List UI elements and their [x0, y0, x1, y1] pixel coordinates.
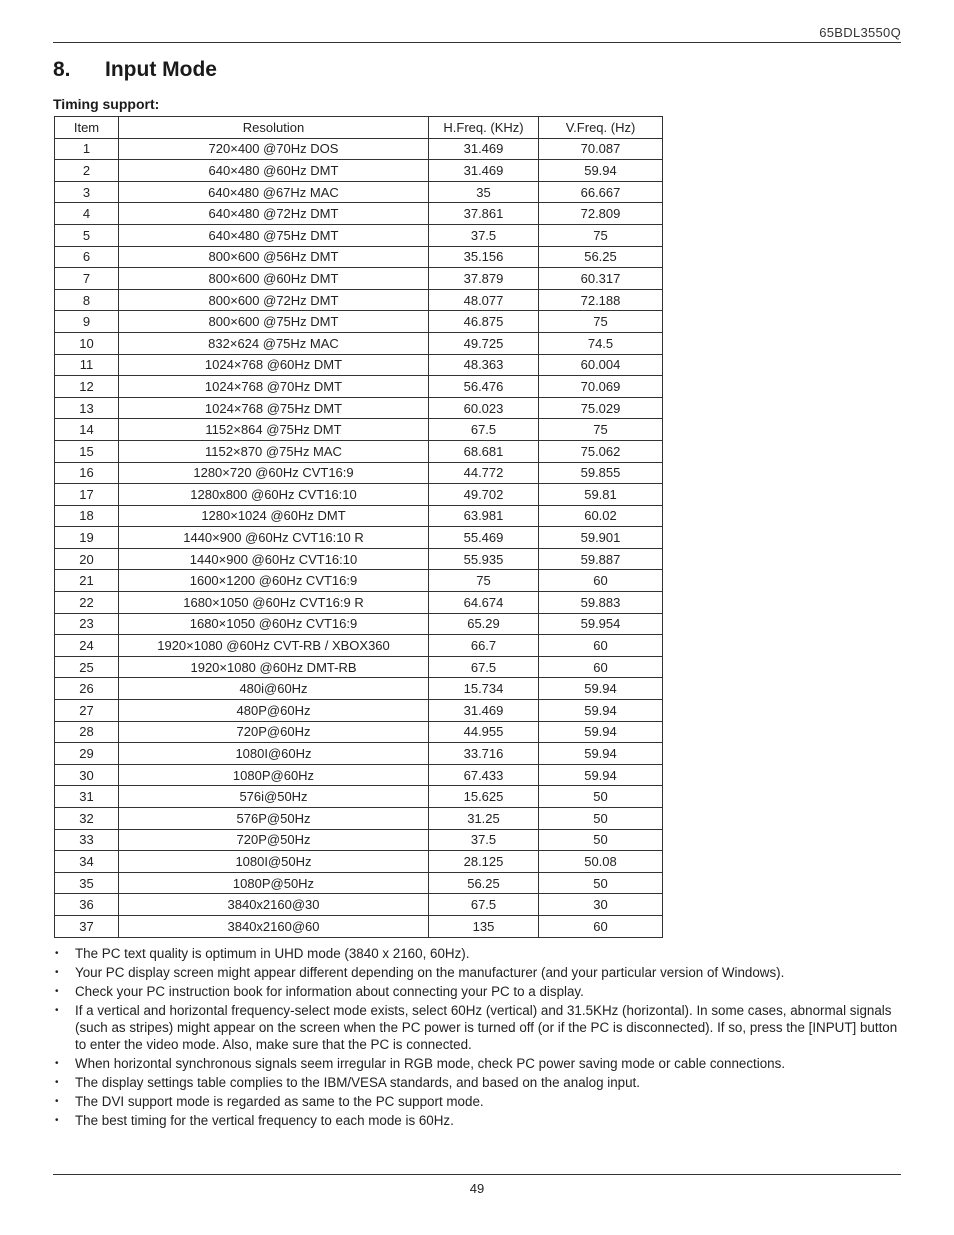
cell-resolution: 1152×864 @75Hz DMT	[119, 419, 429, 441]
cell-item: 6	[55, 246, 119, 268]
table-row	[55, 246, 663, 268]
table-row	[55, 570, 663, 592]
cell-vfreq: 59.94	[539, 743, 663, 765]
cell-resolution: 640×480 @60Hz DMT	[119, 160, 429, 182]
cell-item: 32	[55, 808, 119, 830]
table-row	[55, 311, 663, 333]
cell-item: 1	[55, 138, 119, 160]
column-header-hfreq: H.Freq. (KHz)	[429, 117, 539, 139]
table-row	[55, 376, 663, 398]
cell-vfreq: 60	[539, 570, 663, 592]
cell-resolution: 1080P@60Hz	[119, 764, 429, 786]
cell-resolution: 1280x800 @60Hz CVT16:10	[119, 484, 429, 506]
cell-vfreq: 60	[539, 656, 663, 678]
cell-resolution: 1440×900 @60Hz CVT16:10	[119, 548, 429, 570]
cell-resolution: 1680×1050 @60Hz CVT16:9 R	[119, 592, 429, 614]
bullet-icon: •	[55, 967, 59, 978]
cell-vfreq: 72.188	[539, 289, 663, 311]
cell-hfreq: 55.469	[429, 527, 539, 549]
bullet-icon: •	[55, 1096, 59, 1107]
cell-vfreq: 66.667	[539, 181, 663, 203]
cell-resolution: 800×600 @72Hz DMT	[119, 289, 429, 311]
cell-vfreq: 60.02	[539, 505, 663, 527]
bullet-icon: •	[55, 1115, 59, 1126]
table-row	[55, 872, 663, 894]
cell-vfreq: 59.901	[539, 527, 663, 549]
cell-vfreq: 60.317	[539, 268, 663, 290]
cell-resolution: 800×600 @56Hz DMT	[119, 246, 429, 268]
table-row	[55, 397, 663, 419]
note-text: The DVI support mode is regarded as same to the PC support mode.	[75, 1094, 484, 1109]
cell-vfreq: 56.25	[539, 246, 663, 268]
cell-resolution: 1920×1080 @60Hz DMT-RB	[119, 656, 429, 678]
cell-vfreq: 60.004	[539, 354, 663, 376]
cell-hfreq: 56.25	[429, 872, 539, 894]
cell-item: 29	[55, 743, 119, 765]
cell-item: 35	[55, 872, 119, 894]
note-text: Your PC display screen might appear different depending on the manufacturer (and your particular version of Windows).	[75, 965, 785, 980]
cell-item: 25	[55, 656, 119, 678]
cell-vfreq: 75.062	[539, 440, 663, 462]
header-divider	[53, 42, 901, 43]
cell-hfreq: 48.363	[429, 354, 539, 376]
note-item	[53, 1055, 903, 1072]
cell-hfreq: 66.7	[429, 635, 539, 657]
cell-vfreq: 50	[539, 829, 663, 851]
table-row	[55, 505, 663, 527]
cell-item: 7	[55, 268, 119, 290]
cell-hfreq: 33.716	[429, 743, 539, 765]
cell-vfreq: 50.08	[539, 851, 663, 873]
cell-vfreq: 50	[539, 786, 663, 808]
cell-vfreq: 59.94	[539, 160, 663, 182]
section-heading	[53, 58, 217, 82]
cell-vfreq: 75.029	[539, 397, 663, 419]
table-row	[55, 829, 663, 851]
table-row	[55, 289, 663, 311]
cell-vfreq: 30	[539, 894, 663, 916]
cell-item: 17	[55, 484, 119, 506]
cell-item: 14	[55, 419, 119, 441]
cell-resolution: 1152×870 @75Hz MAC	[119, 440, 429, 462]
cell-vfreq: 75	[539, 311, 663, 333]
cell-vfreq: 59.883	[539, 592, 663, 614]
cell-hfreq: 35	[429, 181, 539, 203]
note-item	[53, 983, 903, 1000]
cell-item: 9	[55, 311, 119, 333]
cell-hfreq: 135	[429, 915, 539, 937]
cell-item: 8	[55, 289, 119, 311]
cell-item: 24	[55, 635, 119, 657]
cell-hfreq: 28.125	[429, 851, 539, 873]
cell-resolution: 1024×768 @75Hz DMT	[119, 397, 429, 419]
table-row	[55, 181, 663, 203]
cell-hfreq: 56.476	[429, 376, 539, 398]
cell-hfreq: 31.25	[429, 808, 539, 830]
table-row	[55, 786, 663, 808]
cell-resolution: 720P@50Hz	[119, 829, 429, 851]
cell-vfreq: 59.81	[539, 484, 663, 506]
table-row	[55, 440, 663, 462]
cell-item: 13	[55, 397, 119, 419]
table-row	[55, 743, 663, 765]
table-row	[55, 635, 663, 657]
cell-hfreq: 49.702	[429, 484, 539, 506]
column-header-resolution: Resolution	[119, 117, 429, 139]
cell-item: 30	[55, 764, 119, 786]
cell-resolution: 800×600 @60Hz DMT	[119, 268, 429, 290]
cell-hfreq: 31.469	[429, 138, 539, 160]
bullet-icon: •	[55, 1077, 59, 1088]
cell-hfreq: 48.077	[429, 289, 539, 311]
bullet-icon: •	[55, 1058, 59, 1069]
table-row	[55, 332, 663, 354]
cell-hfreq: 55.935	[429, 548, 539, 570]
cell-vfreq: 75	[539, 224, 663, 246]
cell-vfreq: 70.087	[539, 138, 663, 160]
cell-hfreq: 65.29	[429, 613, 539, 635]
cell-hfreq: 37.861	[429, 203, 539, 225]
table-row	[55, 721, 663, 743]
cell-resolution: 640×480 @67Hz MAC	[119, 181, 429, 203]
cell-resolution: 480i@60Hz	[119, 678, 429, 700]
cell-resolution: 832×624 @75Hz MAC	[119, 332, 429, 354]
cell-item: 21	[55, 570, 119, 592]
column-header-item: Item	[55, 117, 119, 139]
cell-hfreq: 46.875	[429, 311, 539, 333]
page-number: 49	[469, 1181, 485, 1196]
table-row	[55, 764, 663, 786]
cell-item: 12	[55, 376, 119, 398]
table-row	[55, 138, 663, 160]
cell-item: 31	[55, 786, 119, 808]
cell-resolution: 1920×1080 @60Hz CVT-RB / XBOX360	[119, 635, 429, 657]
cell-hfreq: 35.156	[429, 246, 539, 268]
cell-hfreq: 68.681	[429, 440, 539, 462]
cell-hfreq: 49.725	[429, 332, 539, 354]
cell-hfreq: 63.981	[429, 505, 539, 527]
cell-item: 22	[55, 592, 119, 614]
cell-vfreq: 60	[539, 915, 663, 937]
section-title: Input Mode	[105, 58, 217, 81]
cell-resolution: 1280×720 @60Hz CVT16:9	[119, 462, 429, 484]
cell-resolution: 3840x2160@30	[119, 894, 429, 916]
cell-vfreq: 59.94	[539, 764, 663, 786]
cell-hfreq: 64.674	[429, 592, 539, 614]
cell-hfreq: 44.955	[429, 721, 539, 743]
footer-divider	[53, 1174, 901, 1175]
note-item	[53, 1112, 903, 1129]
cell-hfreq: 75	[429, 570, 539, 592]
cell-vfreq: 59.954	[539, 613, 663, 635]
cell-hfreq: 15.625	[429, 786, 539, 808]
table-row	[55, 548, 663, 570]
table-row	[55, 592, 663, 614]
cell-item: 16	[55, 462, 119, 484]
table-row	[55, 613, 663, 635]
table-row	[55, 700, 663, 722]
cell-hfreq: 67.5	[429, 894, 539, 916]
cell-item: 26	[55, 678, 119, 700]
cell-item: 23	[55, 613, 119, 635]
cell-item: 2	[55, 160, 119, 182]
cell-vfreq: 59.855	[539, 462, 663, 484]
table-row	[55, 808, 663, 830]
note-text: Check your PC instruction book for information about connecting your PC to a display.	[75, 984, 584, 999]
cell-resolution: 1024×768 @70Hz DMT	[119, 376, 429, 398]
bullet-icon: •	[55, 948, 59, 959]
cell-vfreq: 50	[539, 872, 663, 894]
table-header-row	[55, 117, 663, 139]
cell-resolution: 800×600 @75Hz DMT	[119, 311, 429, 333]
cell-resolution: 480P@60Hz	[119, 700, 429, 722]
cell-hfreq: 31.469	[429, 160, 539, 182]
notes-list	[53, 945, 903, 1131]
table-row	[55, 419, 663, 441]
cell-hfreq: 15.734	[429, 678, 539, 700]
cell-item: 36	[55, 894, 119, 916]
cell-vfreq: 74.5	[539, 332, 663, 354]
cell-hfreq: 37.879	[429, 268, 539, 290]
note-item	[53, 1074, 903, 1091]
cell-item: 18	[55, 505, 119, 527]
cell-item: 37	[55, 915, 119, 937]
cell-resolution: 1280×1024 @60Hz DMT	[119, 505, 429, 527]
cell-item: 20	[55, 548, 119, 570]
cell-hfreq: 37.5	[429, 224, 539, 246]
cell-hfreq: 67.5	[429, 419, 539, 441]
cell-resolution: 1080I@50Hz	[119, 851, 429, 873]
cell-hfreq: 31.469	[429, 700, 539, 722]
cell-item: 5	[55, 224, 119, 246]
cell-resolution: 576i@50Hz	[119, 786, 429, 808]
note-item	[53, 1093, 903, 1110]
cell-item: 27	[55, 700, 119, 722]
timing-support-subheading: Timing support:	[53, 96, 160, 112]
section-number: 8.	[53, 58, 71, 81]
cell-vfreq: 70.069	[539, 376, 663, 398]
cell-item: 28	[55, 721, 119, 743]
cell-hfreq: 60.023	[429, 397, 539, 419]
note-text: The display settings table complies to the IBM/VESA standards, and based on the analog input.	[75, 1075, 640, 1090]
cell-item: 33	[55, 829, 119, 851]
cell-item: 11	[55, 354, 119, 376]
cell-hfreq: 37.5	[429, 829, 539, 851]
timing-table	[54, 116, 663, 938]
bullet-icon: •	[55, 1005, 59, 1016]
cell-resolution: 640×480 @75Hz DMT	[119, 224, 429, 246]
cell-item: 3	[55, 181, 119, 203]
cell-resolution: 1680×1050 @60Hz CVT16:9	[119, 613, 429, 635]
cell-resolution: 1600×1200 @60Hz CVT16:9	[119, 570, 429, 592]
table-row	[55, 678, 663, 700]
cell-hfreq: 67.5	[429, 656, 539, 678]
table-row	[55, 160, 663, 182]
cell-item: 15	[55, 440, 119, 462]
cell-resolution: 1080I@60Hz	[119, 743, 429, 765]
table-row	[55, 851, 663, 873]
table-row	[55, 462, 663, 484]
note-item	[53, 964, 903, 981]
cell-vfreq: 59.94	[539, 721, 663, 743]
cell-item: 10	[55, 332, 119, 354]
table-row	[55, 894, 663, 916]
cell-resolution: 576P@50Hz	[119, 808, 429, 830]
cell-vfreq: 59.94	[539, 700, 663, 722]
table-row	[55, 268, 663, 290]
cell-item: 34	[55, 851, 119, 873]
note-text: When horizontal synchronous signals seem irregular in RGB mode, check PC power saving mode or cable connections.	[75, 1056, 786, 1071]
cell-resolution: 640×480 @72Hz DMT	[119, 203, 429, 225]
table-row	[55, 527, 663, 549]
cell-resolution: 720P@60Hz	[119, 721, 429, 743]
cell-resolution: 1024×768 @60Hz DMT	[119, 354, 429, 376]
cell-item: 4	[55, 203, 119, 225]
cell-resolution: 1440×900 @60Hz CVT16:10 R	[119, 527, 429, 549]
cell-resolution: 720×400 @70Hz DOS	[119, 138, 429, 160]
timing-table-body	[55, 138, 663, 937]
table-row	[55, 203, 663, 225]
column-header-vfreq: V.Freq. (Hz)	[539, 117, 663, 139]
cell-vfreq: 59.94	[539, 678, 663, 700]
note-item	[53, 1002, 903, 1053]
table-row	[55, 354, 663, 376]
note-text: The PC text quality is optimum in UHD mode (3840 x 2160, 60Hz).	[75, 946, 470, 961]
cell-vfreq: 60	[539, 635, 663, 657]
note-item	[53, 945, 903, 962]
cell-item: 19	[55, 527, 119, 549]
cell-resolution: 1080P@50Hz	[119, 872, 429, 894]
bullet-icon: •	[55, 986, 59, 997]
cell-resolution: 3840x2160@60	[119, 915, 429, 937]
cell-vfreq: 50	[539, 808, 663, 830]
note-text: The best timing for the vertical frequency to each mode is 60Hz.	[75, 1113, 454, 1128]
cell-vfreq: 72.809	[539, 203, 663, 225]
cell-vfreq: 75	[539, 419, 663, 441]
table-row	[55, 915, 663, 937]
table-row	[55, 224, 663, 246]
note-text: If a vertical and horizontal frequency-select mode exists, select 60Hz (vertical) and 31.5KHz (horizontal). In some cases, abnormal signals (such as stripes) might appear on the screen when the PC power is turned off (or if the PC is disconnected). If so, press the [INPUT] button to enter the video mode. Also, make sure that the PC is connected.	[75, 1003, 898, 1052]
cell-vfreq: 59.887	[539, 548, 663, 570]
model-number: 65BDL3550Q	[819, 25, 901, 40]
cell-hfreq: 67.433	[429, 764, 539, 786]
cell-hfreq: 44.772	[429, 462, 539, 484]
table-row	[55, 484, 663, 506]
table-row	[55, 656, 663, 678]
